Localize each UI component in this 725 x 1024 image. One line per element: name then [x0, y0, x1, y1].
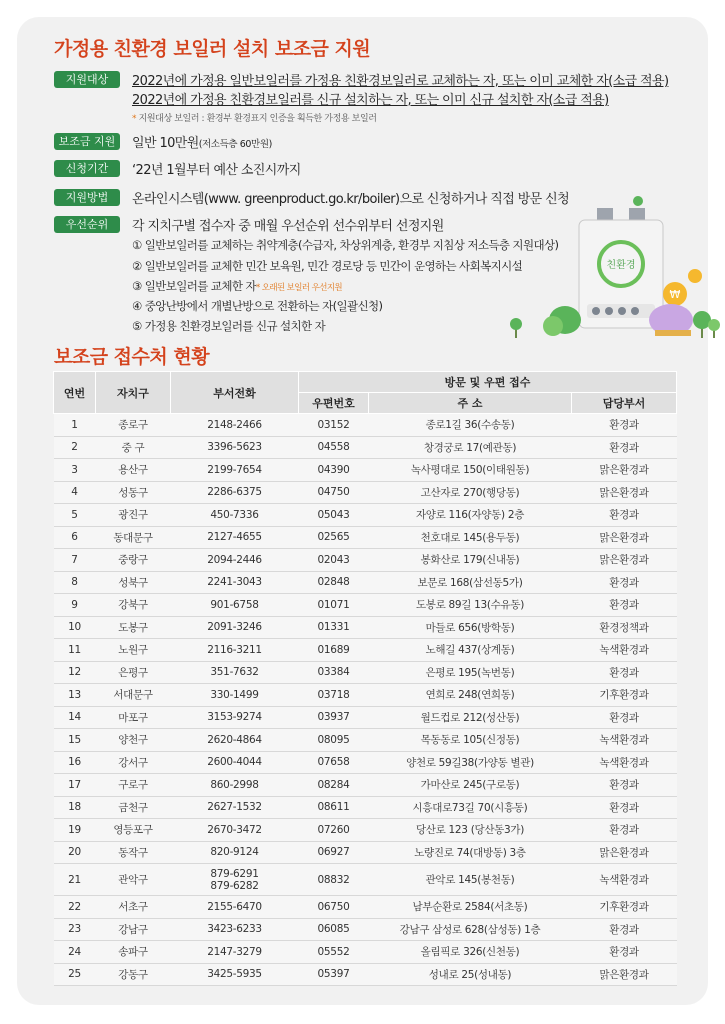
eco-label: 친환경	[606, 260, 636, 271]
svg-text:₩: ₩	[669, 288, 681, 301]
table-cell: 2155-6470	[171, 896, 299, 919]
table-cell: 20	[54, 841, 96, 864]
table-cell: 맑은환경과	[572, 526, 677, 549]
table-cell: 환경과	[572, 796, 677, 819]
table-cell: 영등포구	[96, 819, 171, 842]
table-cell: 2670-3472	[171, 819, 299, 842]
table-cell: 기후환경과	[572, 896, 677, 919]
table-cell: 03384	[299, 661, 369, 684]
table-cell: 목동동로 105(신정동)	[369, 729, 572, 752]
table-cell: 성동구	[96, 481, 171, 504]
table-cell: 녹색환경과	[572, 864, 677, 896]
table-cell: 도봉구	[96, 616, 171, 639]
table-cell: 2620-4864	[171, 729, 299, 752]
table-cell: 맑은환경과	[572, 481, 677, 504]
tag-method: 지원방법	[54, 189, 120, 206]
header-group: 방문 및 우편 접수	[299, 372, 677, 393]
table-cell: 노원구	[96, 639, 171, 662]
eco-boiler-illustration	[505, 192, 723, 348]
table-cell: 450-7336	[171, 504, 299, 527]
table-row	[54, 729, 677, 752]
table-cell: 환경과	[572, 941, 677, 964]
table-cell: 환경과	[572, 774, 677, 797]
table-cell: 14	[54, 706, 96, 729]
table-cell: 녹색환경과	[572, 639, 677, 662]
target-line-2: 2022년에 가정용 친환경보일러를 신규 설치하는 자, 또는 이미 신규 설치한 자(소급 적용)	[132, 93, 609, 108]
table-row	[54, 661, 677, 684]
table-cell: 07658	[299, 751, 369, 774]
table-cell: 4	[54, 481, 96, 504]
table-cell: 중 구	[96, 436, 171, 459]
table-row	[54, 706, 677, 729]
table-cell: 2	[54, 436, 96, 459]
table-row	[54, 864, 677, 896]
phone-line-2: 879-6282	[210, 879, 259, 892]
table-cell: 901-6758	[171, 594, 299, 617]
table-cell: 녹색환경과	[572, 751, 677, 774]
table-cell: 용산구	[96, 459, 171, 482]
table-cell: 04558	[299, 436, 369, 459]
table-cell: 가마산로 245(구로동)	[369, 774, 572, 797]
table-cell: 08832	[299, 864, 369, 896]
table-cell: 노해길 437(상계동)	[369, 639, 572, 662]
table-row	[54, 436, 677, 459]
table-cell: 관악구	[96, 864, 171, 896]
table-row	[54, 774, 677, 797]
table-cell: 15	[54, 729, 96, 752]
table-cell: 3423-6233	[171, 918, 299, 941]
table-cell: 16	[54, 751, 96, 774]
table-cell: 06085	[299, 918, 369, 941]
table-cell: 기후환경과	[572, 684, 677, 707]
table-cell: 광진구	[96, 504, 171, 527]
table-cell: 3	[54, 459, 96, 482]
table-row	[54, 684, 677, 707]
table-cell: 환경과	[572, 504, 677, 527]
section-title-offices: 보조금 접수처 현황	[54, 346, 210, 368]
table-cell: 7	[54, 549, 96, 572]
header-dept: 담당부서	[572, 393, 677, 414]
table-row	[54, 549, 677, 572]
table-cell: 860-2998	[171, 774, 299, 797]
table-cell: 환경과	[572, 918, 677, 941]
table-cell: 시흥대로73길 70(시흥동)	[369, 796, 572, 819]
table-cell: 월드컵로 212(성산동)	[369, 706, 572, 729]
header-district: 자치구	[96, 372, 171, 414]
table-row	[54, 941, 677, 964]
table-cell: 성북구	[96, 571, 171, 594]
table-cell: 맑은환경과	[572, 459, 677, 482]
table-cell: 03937	[299, 706, 369, 729]
table-cell: 금천구	[96, 796, 171, 819]
table-cell: 17	[54, 774, 96, 797]
table-cell: 03152	[299, 414, 369, 437]
table-cell: 강남구	[96, 918, 171, 941]
table-cell: 은평로 195(녹번동)	[369, 661, 572, 684]
table-cell: 강북구	[96, 594, 171, 617]
subsidy-value: 일반 10만원(저소득층 60만원)	[132, 136, 272, 151]
table-cell: 강서구	[96, 751, 171, 774]
priority-intro: 각 지치구별 접수자 중 매월 우선순위 선수위부터 선정지원	[132, 219, 444, 234]
table-cell	[171, 864, 299, 896]
table-row	[54, 796, 677, 819]
table-cell: 05552	[299, 941, 369, 964]
table-cell: 남부순환로 2584(서초동)	[369, 896, 572, 919]
table-cell: 성내로 25(성내동)	[369, 963, 572, 986]
table-cell: 양천구	[96, 729, 171, 752]
table-row	[54, 594, 677, 617]
table-row	[54, 841, 677, 864]
table-cell: 연희로 248(연희동)	[369, 684, 572, 707]
tag-subsidy: 보조금 지원	[54, 133, 120, 150]
table-row	[54, 526, 677, 549]
table-cell: 서초구	[96, 896, 171, 919]
table-cell: 보문로 168(삼선동5가)	[369, 571, 572, 594]
table-cell: 중랑구	[96, 549, 171, 572]
table-cell: 08611	[299, 796, 369, 819]
tag-priority: 우선순위	[54, 216, 120, 233]
table-cell: 구로구	[96, 774, 171, 797]
table-row	[54, 819, 677, 842]
table-cell: 2094-2446	[171, 549, 299, 572]
priority-item-1: ① 일반보일러를 교체하는 취약계층(수급자, 차상위계층, 환경부 지침상 저소득층 지원대상)	[132, 238, 559, 252]
table-cell: 관악로 145(봉천동)	[369, 864, 572, 896]
table-row	[54, 414, 677, 437]
table-cell: 환경정책과	[572, 616, 677, 639]
table-cell: 환경과	[572, 414, 677, 437]
table-cell: 01689	[299, 639, 369, 662]
priority-item-3: ③ 일반보일러를 교체한 자* 오래된 보일러 우선지원	[132, 279, 343, 293]
table-cell: 환경과	[572, 819, 677, 842]
table-cell: 21	[54, 864, 96, 896]
table-cell: 마포구	[96, 706, 171, 729]
table-cell: 양천로 59길38(가양동 별관)	[369, 751, 572, 774]
target-line-1: 2022년에 가정용 일반보일러를 가정용 친환경보일러로 교체하는 자, 또는 이미 교체한 자(소급 적용)	[132, 74, 669, 89]
table-cell: 10	[54, 616, 96, 639]
table-cell: 올림픽로 326(신천동)	[369, 941, 572, 964]
table-cell: 25	[54, 963, 96, 986]
table-cell: 노량진로 74(대방동) 3층	[369, 841, 572, 864]
table-cell: 6	[54, 526, 96, 549]
method-value: 온라인시스템(www. greenproduct.go.kr/boiler)으로 신청하거나 직접 방문 신청	[132, 192, 570, 207]
table-cell: 창경궁로 17(예관동)	[369, 436, 572, 459]
table-cell: 24	[54, 941, 96, 964]
table-cell: 환경과	[572, 594, 677, 617]
table-cell: 11	[54, 639, 96, 662]
table-cell: 2286-6375	[171, 481, 299, 504]
table-cell: 동대문구	[96, 526, 171, 549]
table-cell: 종로구	[96, 414, 171, 437]
table-cell: 2241-3043	[171, 571, 299, 594]
table-cell: 3425-5935	[171, 963, 299, 986]
table-cell: 강남구 삼성로 628(삼성동) 1층	[369, 918, 572, 941]
table-cell: 동작구	[96, 841, 171, 864]
table-cell: 2600-4044	[171, 751, 299, 774]
table-row	[54, 504, 677, 527]
table-cell: 강동구	[96, 963, 171, 986]
table-cell: 종로1길 36(수송동)	[369, 414, 572, 437]
header-no: 연번	[54, 372, 96, 414]
table-cell: 2116-3211	[171, 639, 299, 662]
table-cell: 18	[54, 796, 96, 819]
table-cell: 01331	[299, 616, 369, 639]
table-cell: 06927	[299, 841, 369, 864]
table-cell: 3396-5623	[171, 436, 299, 459]
table-cell: 봉화산로 179(신내동)	[369, 549, 572, 572]
table-row	[54, 616, 677, 639]
priority-item-4: ④ 중앙난방에서 개별난방으로 전환하는 자(일괄신청)	[132, 299, 383, 313]
table-cell: 03718	[299, 684, 369, 707]
table-row	[54, 751, 677, 774]
table-cell: 04390	[299, 459, 369, 482]
table-row	[54, 896, 677, 919]
table-cell: 351-7632	[171, 661, 299, 684]
table-cell: 23	[54, 918, 96, 941]
table-cell: 330-1499	[171, 684, 299, 707]
table-cell: 02043	[299, 549, 369, 572]
table-cell: 환경과	[572, 661, 677, 684]
table-cell: 04750	[299, 481, 369, 504]
table-cell: 도봉로 89길 13(수유동)	[369, 594, 572, 617]
table-cell: 22	[54, 896, 96, 919]
table-cell: 은평구	[96, 661, 171, 684]
table-cell: 19	[54, 819, 96, 842]
table-cell: 서대문구	[96, 684, 171, 707]
table-cell: 녹사평대로 150(이태원동)	[369, 459, 572, 482]
table-row	[54, 639, 677, 662]
table-cell: 녹색환경과	[572, 729, 677, 752]
table-cell: 당산로 123 (당산동3가)	[369, 819, 572, 842]
table-cell: 2199-7654	[171, 459, 299, 482]
table-row	[54, 963, 677, 986]
table-cell: 맑은환경과	[572, 841, 677, 864]
tree-icon	[510, 318, 522, 330]
header-phone: 부서전화	[171, 372, 299, 414]
table-cell: 08095	[299, 729, 369, 752]
header-zip: 우편번호	[299, 393, 369, 414]
table-cell: 07260	[299, 819, 369, 842]
period-value: ‘22년 1월부터 예산 소진시까지	[132, 163, 301, 178]
table-cell: 2091-3246	[171, 616, 299, 639]
target-note: * 지원대상 보일러 : 환경부 환경표지 인증을 획득한 가정용 보일러	[132, 114, 377, 124]
table-cell: 05397	[299, 963, 369, 986]
tag-period: 신청기간	[54, 160, 120, 177]
header-address: 주 소	[369, 393, 572, 414]
table-cell: 02848	[299, 571, 369, 594]
priority-item-2: ② 일반보일러를 교체한 민간 보육원, 민간 경로당 등 민간이 운영하는 사회복지시설	[132, 259, 523, 273]
table-cell: 08284	[299, 774, 369, 797]
table-cell: 8	[54, 571, 96, 594]
table-cell: 고산자로 270(행당동)	[369, 481, 572, 504]
table-cell: 820-9124	[171, 841, 299, 864]
table-row	[54, 481, 677, 504]
table-cell: 9	[54, 594, 96, 617]
table-row	[54, 918, 677, 941]
table-cell: 송파구	[96, 941, 171, 964]
table-row	[54, 571, 677, 594]
table-cell: 06750	[299, 896, 369, 919]
table-cell: 마들로 656(방학동)	[369, 616, 572, 639]
table-cell: 자양로 116(자양동) 2층	[369, 504, 572, 527]
phone-line-1: 879-6291	[210, 867, 259, 880]
tag-target: 지원대상	[54, 71, 120, 88]
table-cell: 환경과	[572, 571, 677, 594]
table-cell: 05043	[299, 504, 369, 527]
table-cell: 맑은환경과	[572, 549, 677, 572]
table-cell: 2148-2466	[171, 414, 299, 437]
priority-item-5: ⑤ 가정용 친환경보일러를 신규 설치한 자	[132, 319, 326, 333]
table-cell: 2627-1532	[171, 796, 299, 819]
table-cell: 02565	[299, 526, 369, 549]
section-title-subsidy: 가정용 친환경 보일러 설치 보조금 지원	[54, 38, 371, 60]
leaf-icon	[633, 196, 643, 206]
table-cell: 2147-3279	[171, 941, 299, 964]
table-cell: 천호대로 145(용두동)	[369, 526, 572, 549]
table-cell: 환경과	[572, 436, 677, 459]
table-cell: 맑은환경과	[572, 963, 677, 986]
table-cell: 1	[54, 414, 96, 437]
table-cell: 5	[54, 504, 96, 527]
table-cell: 13	[54, 684, 96, 707]
table-cell: 3153-9274	[171, 706, 299, 729]
table-cell: 12	[54, 661, 96, 684]
table-cell: 01071	[299, 594, 369, 617]
table-row	[54, 459, 677, 482]
office-table	[53, 371, 677, 986]
table-cell: 2127-4655	[171, 526, 299, 549]
table-cell: 환경과	[572, 706, 677, 729]
